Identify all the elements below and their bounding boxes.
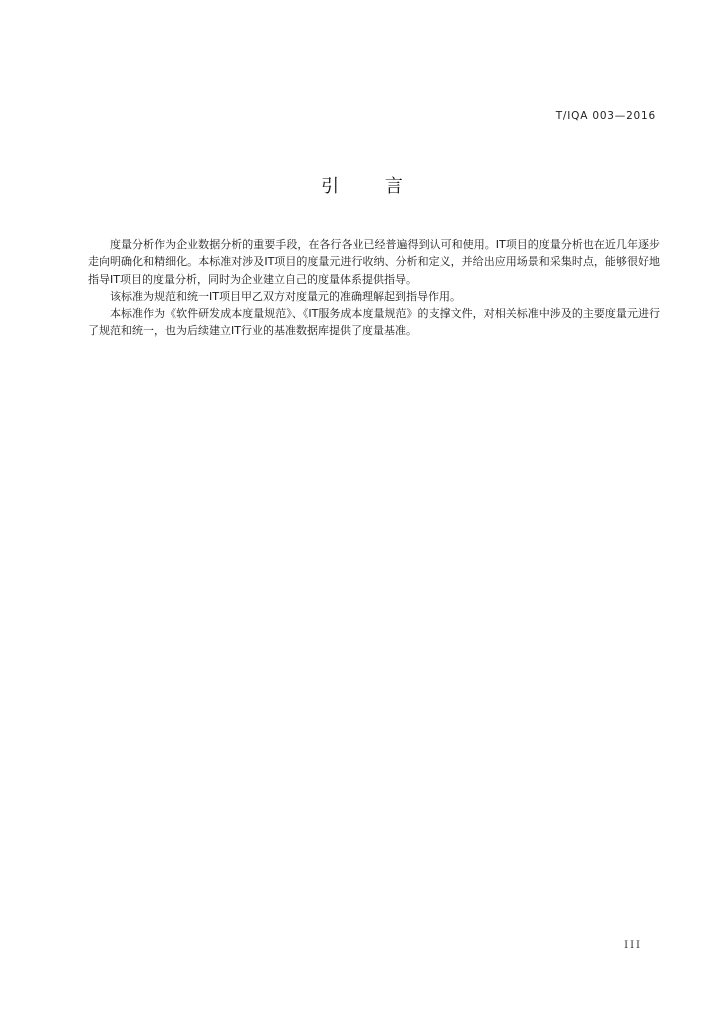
document-code: T/IQA 003—2016 bbox=[555, 110, 656, 122]
introduction-body bbox=[88, 236, 660, 340]
paragraph: 本标准作为《软件研发成本度量规范》、《IT服务成本度量规范》的支撑文件，对相关标准中涉及的主要度量元进行了规范和统一，也为后续建立IT行业的基准数据库提供了度量基准。 bbox=[88, 307, 660, 338]
paragraph: 度量分析作为企业数据分析的重要手段，在各行各业已经普遍得到认可和使用。IT项目的度量分析也在近几年逐步走向明确化和精细化。本标准对涉及IT项目的度量元进行收纳、分析和定义，并给出应用场景和采集时点，能够很好地指导IT项目的度量分析，同时为企业建立自己的度量体系提供指导。 bbox=[88, 238, 660, 286]
section-title: 引 言 bbox=[321, 176, 423, 197]
paragraph: 该标准为规范和统一IT项目甲乙双方对度量元的准确理解起到指导作用。 bbox=[110, 289, 461, 303]
page-number: III bbox=[624, 940, 642, 951]
